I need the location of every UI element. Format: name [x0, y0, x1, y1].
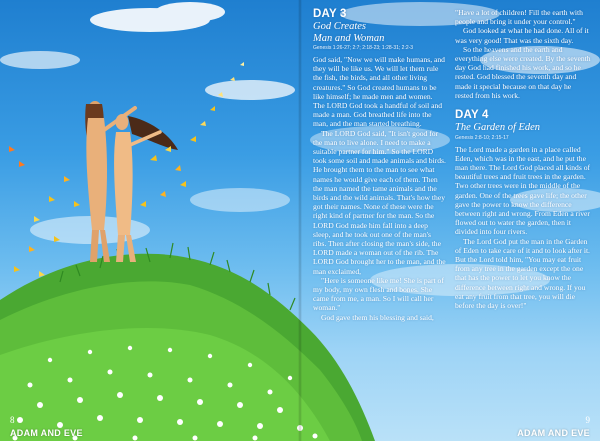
day-3-paragraph-3: "Here is someone like me! She is part of my body, my own flesh and bones. She came from me, a man. So I will call her woman." — [313, 275, 444, 313]
left-running-footer: ADAM AND EVE — [10, 428, 83, 438]
day-3-paragraph-2: The LORD God said, "It isn't good for the man to live alone. I need to make a suitable partner for him." So the LORD took some soil and made animals and birds. He brought them to the man to see what names he would give each of them. Then the man named the tame animals and the birds and the wild animals. That's how they got their names. None of these were the right kind of partner for the man. So the LORD God made him fall into a deep sleep, and he took out one of the man's ribs. Then after closing the man's side, the LORD made a woman out of the rib. The LORD God brought her to the man, and the man exclaimed, — [313, 128, 446, 276]
right-page-number: 9 — [585, 415, 590, 425]
column-day-3 — [313, 8, 446, 322]
day-3-paragraph-4: God gave them his blessing and said, — [321, 312, 434, 322]
day-4-paragraph-1: The Lord made a garden in a place called Eden, which was in the east, and he put the man there. The Lord God placed all kinds of beautiful trees and fruit trees in the garden. Two other trees were in the middle of the garden. One of the trees gave life; the other gave the power to know the difference between right and wrong. From Eden a river flowed out to water the garden, then it divided into four rivers. — [455, 144, 591, 237]
day-4-heading: DAY 4 — [455, 109, 489, 122]
day-4-paragraph-2: The Lord God put the man in the Garden of Eden to take care of it and to look after it. But the Lord told him, "You may eat fruit from any tree in the garden except the one that has the power to let you know the difference between right and wrong. If you eat any fruit from that tree, you will die before the day is over!" — [455, 236, 590, 310]
right-running-footer: ADAM AND EVE — [517, 428, 590, 438]
left-page-number: 8 — [10, 415, 15, 425]
day-3-paragraph-1: God said, "Now we will make humans, and they will be like us. We will let them rule the fish, the birds, and all other living creatures." So God created humans to be like himself; he made men and women. The LORD God took a handful of soil and made a man. God breathed life into the man, and the man started breathing. — [313, 55, 445, 129]
column-day-4 — [455, 8, 591, 310]
day-3-title-line2: Man and Woman — [313, 32, 385, 44]
day-3-heading: DAY 3 — [313, 8, 347, 20]
day-3-title-line1: God Creates — [313, 21, 366, 32]
day-3-continued-paragraph-2: God looked at what he had done. All of it was very good! That was the sixth day. — [455, 26, 589, 45]
book-gutter — [298, 0, 302, 441]
day-4-reference: Genesis 2:8-10; 2:15-17 — [455, 134, 509, 141]
day-4-section — [455, 109, 591, 310]
day-3-reference: Genesis 1:26-27; 2:7; 2:18-23; 1:28-31; 2:2-3 — [313, 45, 414, 51]
day-3-continued-paragraph-1: "Have a lot of children! Fill the earth with people and bring it under your control." — [455, 8, 583, 27]
day-3-continued-paragraph-3: So the heavens and the earth and everything else were created. By the seventh day God had finished his work, and so he rested. God blessed the seventh day and made it special because on that day he rested from his work. — [455, 44, 591, 100]
day-4-title: The Garden of Eden — [455, 122, 541, 134]
